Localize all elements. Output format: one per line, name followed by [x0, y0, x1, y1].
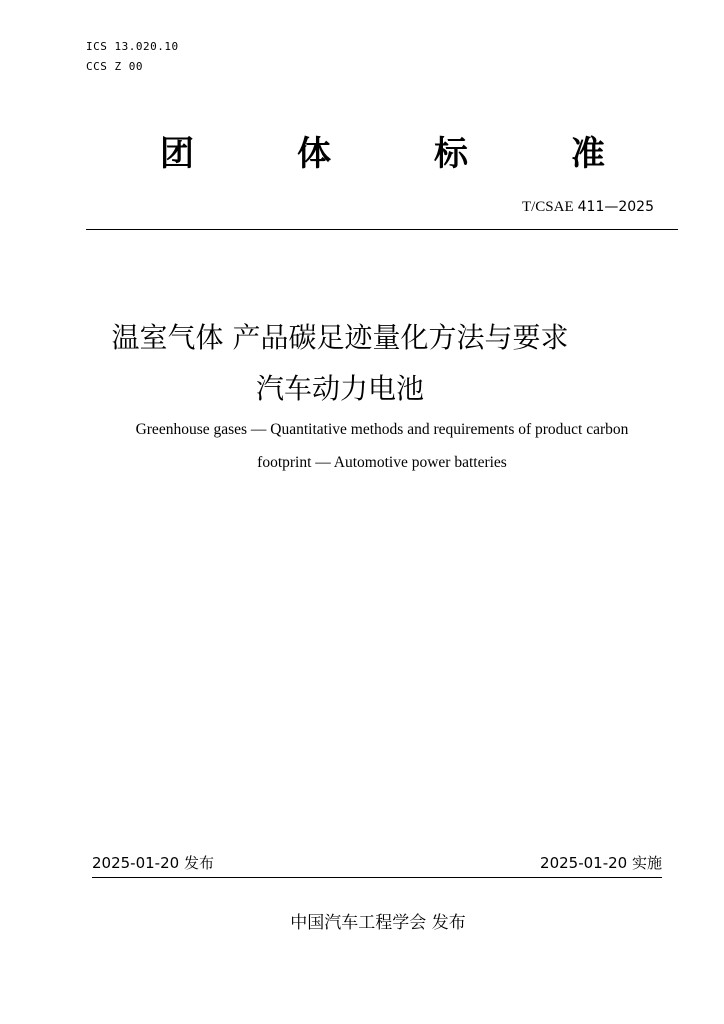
standard-type-char-4: 准	[571, 134, 605, 174]
classification-codes	[86, 37, 179, 77]
standard-type-heading	[160, 132, 605, 176]
ccs-code: CCS Z 00	[86, 60, 143, 73]
standard-number-prefix: T/CSAE	[521, 199, 574, 215]
ics-code: ICS 13.020.10	[86, 40, 179, 53]
standard-type-char-3: 标	[434, 134, 468, 174]
standard-type-char-1: 团	[160, 134, 194, 174]
publisher: 中国汽车工程学会 发布	[290, 913, 466, 933]
title-en-line-2: footprint — Automotive power batteries	[257, 454, 507, 471]
issue-date: 2025-01-20 发布	[92, 854, 214, 872]
title-cn-line-2: 汽车动力电池	[255, 372, 424, 405]
standard-number-digits: 411—2025	[577, 199, 654, 215]
implementation-date: 2025-01-20 实施	[540, 854, 662, 872]
top-divider	[86, 229, 678, 230]
title-en-line-1: Greenhouse gases — Quantitative methods and requirements of product carbon	[135, 421, 629, 438]
standard-type-char-2: 体	[297, 134, 331, 174]
standard-number	[522, 197, 654, 217]
bottom-divider	[92, 877, 662, 878]
title-cn-line-1: 温室气体 产品碳足迹量化方法与要求	[111, 321, 569, 354]
